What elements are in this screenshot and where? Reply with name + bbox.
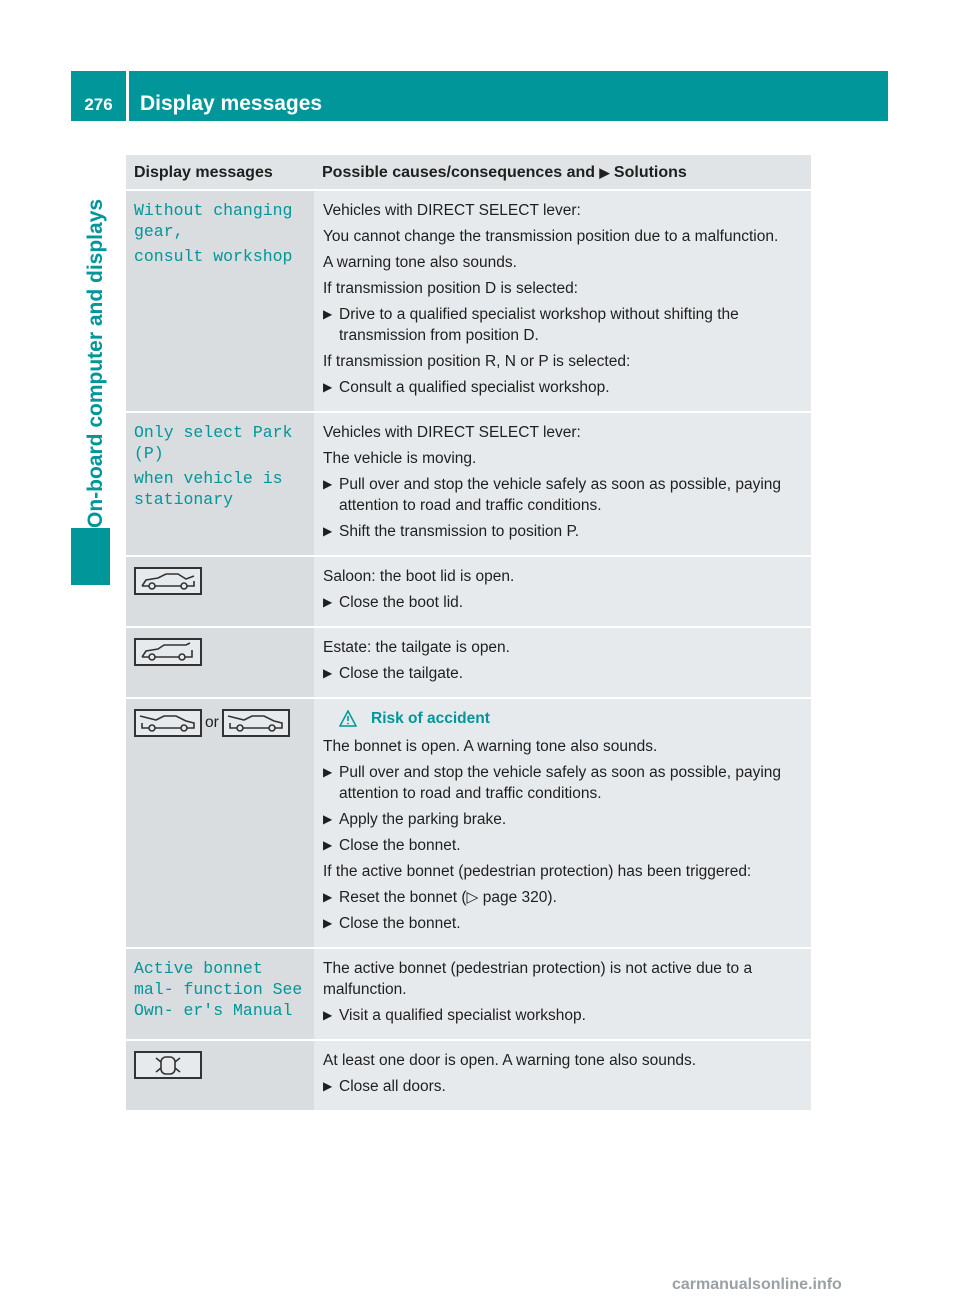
table-row <box>126 191 811 413</box>
side-tab-block <box>71 528 110 585</box>
step-text: Pull over and stop the vehicle safely as soon as possible, paying attention to road and traffic conditions. <box>339 476 782 514</box>
step-arrow-icon: ▶ <box>323 765 333 779</box>
step-arrow-icon: ▶ <box>323 916 333 930</box>
solution-cell <box>314 628 811 697</box>
solution-cell <box>314 949 811 1039</box>
side-tab-label: On-board computer and displays <box>84 198 107 528</box>
display-message-text: Only select Park (P) <box>134 423 293 463</box>
step-text: Visit a qualified specialist workshop. <box>339 1007 586 1024</box>
step-arrow-icon: ▶ <box>323 666 333 680</box>
bonnet-open-icon <box>134 709 202 737</box>
solution-cell <box>314 699 811 947</box>
step-arrow-icon: ▶ <box>323 307 333 321</box>
step-arrow-icon: ▶ <box>323 1008 333 1022</box>
warning-triangle-icon <box>323 710 371 727</box>
step-text: Reset the bonnet (▷ page 320). <box>339 889 557 906</box>
step-text: Drive to a qualified specialist workshop without shifting the transmission from position D. <box>339 306 739 344</box>
cause-text: The vehicle is moving. <box>323 450 477 467</box>
saloon-boot-open-icon <box>134 567 202 595</box>
solution-cell <box>314 413 811 555</box>
display-message-cell <box>126 949 314 1039</box>
solution-step <box>323 809 805 830</box>
col-header-solutions <box>314 155 811 189</box>
cause-text: If the active bonnet (pedestrian protection) has been triggered: <box>323 863 752 880</box>
cause-text: At least one door is open. A warning tone also sounds. <box>323 1052 697 1069</box>
solution-step <box>323 1076 805 1097</box>
page-title: Display messages <box>140 92 323 115</box>
estate-tailgate-open-icon <box>134 638 202 666</box>
display-message-text: Active bonnet mal‐ function See Own‐ er's Manual <box>134 959 303 1020</box>
solution-step <box>323 762 805 804</box>
or-text: or <box>205 714 219 731</box>
solution-cell <box>314 557 811 626</box>
step-text: Shift the transmission to position P. <box>339 523 580 540</box>
step-text: Close the boot lid. <box>339 594 464 611</box>
display-messages-table <box>126 155 811 1112</box>
table-row <box>126 413 811 557</box>
cause-text: If transmission position R, N or P is selected: <box>323 353 631 370</box>
triangle-arrow-icon: ▶ <box>599 165 610 180</box>
cause-text: A warning tone also sounds. <box>323 254 517 271</box>
display-message-text: when vehicle is stationary <box>134 469 283 509</box>
table-row <box>126 699 811 949</box>
step-text: Pull over and stop the vehicle safely as soon as possible, paying attention to road and traffic conditions. <box>339 764 782 802</box>
header-divider <box>126 71 129 121</box>
cause-text: Vehicles with DIRECT SELECT lever: <box>323 424 581 441</box>
warning-heading <box>323 708 805 729</box>
solution-step <box>323 835 805 856</box>
cause-text: The bonnet is open. A warning tone also sounds. <box>323 738 658 755</box>
display-message-cell <box>126 628 314 697</box>
page-number: 276 <box>84 95 113 114</box>
display-message-cell <box>126 1041 314 1110</box>
step-text: Consult a qualified specialist workshop. <box>339 379 610 396</box>
col-header-causes: Possible causes/consequences and <box>322 164 596 181</box>
cause-text: You cannot change the transmission position due to a malfunction. <box>323 228 779 245</box>
solution-step <box>323 377 805 398</box>
step-arrow-icon: ▶ <box>323 477 333 491</box>
solution-cell <box>314 1041 811 1110</box>
display-message-cell <box>126 413 314 555</box>
table-header <box>126 155 811 191</box>
display-message-cell <box>126 699 314 947</box>
col-header-display-messages: Display messages <box>126 155 314 189</box>
step-arrow-icon: ▶ <box>323 524 333 538</box>
solution-step <box>323 592 805 613</box>
step-arrow-icon: ▶ <box>323 595 333 609</box>
step-arrow-icon: ▶ <box>323 380 333 394</box>
step-arrow-icon: ▶ <box>323 890 333 904</box>
bonnet-open-alt-icon <box>222 709 290 737</box>
display-message-text: consult workshop <box>134 247 293 266</box>
table-row <box>126 628 811 699</box>
solution-step <box>323 887 805 908</box>
page-header <box>71 71 888 121</box>
step-arrow-icon: ▶ <box>323 1079 333 1093</box>
cause-text: The active bonnet (pedestrian protection) is not active due to a malfunction. <box>323 960 753 998</box>
solution-step <box>323 913 805 934</box>
cause-text: Vehicles with DIRECT SELECT lever: <box>323 202 581 219</box>
solution-step <box>323 304 805 346</box>
table-row <box>126 949 811 1041</box>
display-message-text: Without changing gear, <box>134 201 293 241</box>
cause-text: If transmission position D is selected: <box>323 280 578 297</box>
display-message-cell <box>126 557 314 626</box>
step-text: Close all doors. <box>339 1078 446 1095</box>
display-message-cell <box>126 191 314 411</box>
door-open-icon <box>134 1051 202 1079</box>
warning-text: Risk of accident <box>371 710 490 727</box>
step-text: Apply the parking brake. <box>339 811 507 828</box>
solution-cell <box>314 191 811 411</box>
table-row <box>126 1041 811 1112</box>
step-text: Close the bonnet. <box>339 837 461 854</box>
solution-step <box>323 1005 805 1026</box>
cause-text: Saloon: the boot lid is open. <box>323 568 515 585</box>
solution-step <box>323 474 805 516</box>
step-text: Close the tailgate. <box>339 665 464 682</box>
table-row <box>126 557 811 628</box>
step-arrow-icon: ▶ <box>323 838 333 852</box>
solution-step <box>323 521 805 542</box>
cause-text: Estate: the tailgate is open. <box>323 639 510 656</box>
col-header-solutions-label: Solutions <box>613 164 687 181</box>
step-text: Close the bonnet. <box>339 915 461 932</box>
solution-step <box>323 663 805 684</box>
watermark: carmanualsonline.info <box>672 1276 842 1293</box>
step-arrow-icon: ▶ <box>323 812 333 826</box>
